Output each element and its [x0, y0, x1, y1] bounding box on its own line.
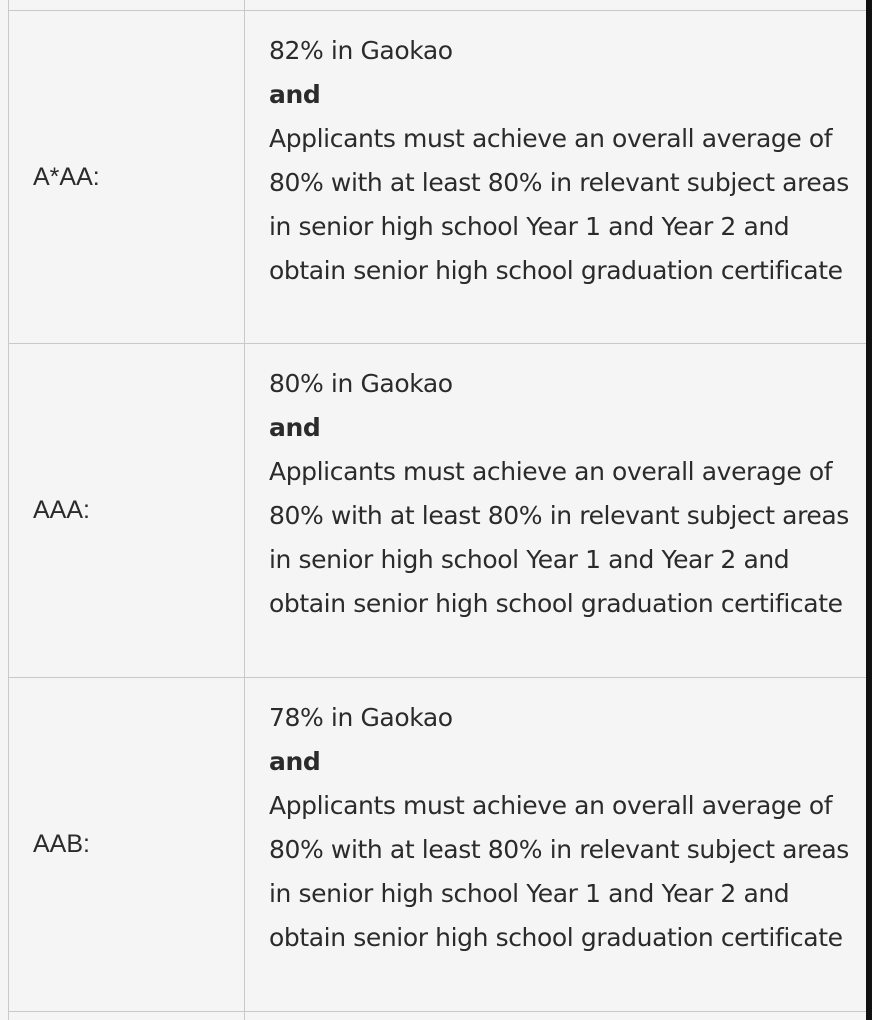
connector-text: and	[269, 747, 321, 776]
grade-label: A*AA:	[33, 162, 100, 191]
requirement-text: Applicants must achieve an overall average of 80% with at least 80% in relevant subject areas in senior high school Year 1 and Year 2 and obtain senior high school graduation certificate	[269, 124, 849, 285]
entry-requirements-table	[8, 10, 866, 1012]
gaokao-score: 82% in Gaokao	[269, 36, 453, 65]
gaokao-score: 78% in Gaokao	[269, 703, 453, 732]
requirement-cell	[245, 11, 866, 343]
requirement-text: Applicants must achieve an overall average of 80% with at least 80% in relevant subject areas in senior high school Year 1 and Year 2 and obtain senior high school graduation certificate	[269, 791, 849, 952]
gaokao-score: 80% in Gaokao	[269, 369, 453, 398]
requirement-text: Applicants must achieve an overall average of 80% with at least 80% in relevant subject areas in senior high school Year 1 and Year 2 and obtain senior high school graduation certificate	[269, 457, 849, 618]
requirement-cell	[245, 678, 866, 1011]
column-divider	[244, 1012, 245, 1020]
connector-text: and	[269, 80, 321, 109]
grade-cell	[9, 11, 245, 343]
right-edge-strip	[866, 0, 872, 1020]
grade-cell	[9, 344, 245, 677]
column-divider	[244, 0, 245, 10]
table-row	[8, 344, 866, 678]
table-bottom-stub	[8, 1012, 866, 1020]
grade-label: AAA:	[33, 496, 90, 524]
grade-cell	[9, 678, 245, 1011]
table-row	[8, 10, 866, 344]
grade-label: AAB:	[33, 830, 90, 858]
table-top-stub	[8, 0, 866, 10]
table-row	[8, 678, 866, 1012]
requirement-cell	[245, 344, 866, 677]
connector-text: and	[269, 413, 321, 442]
